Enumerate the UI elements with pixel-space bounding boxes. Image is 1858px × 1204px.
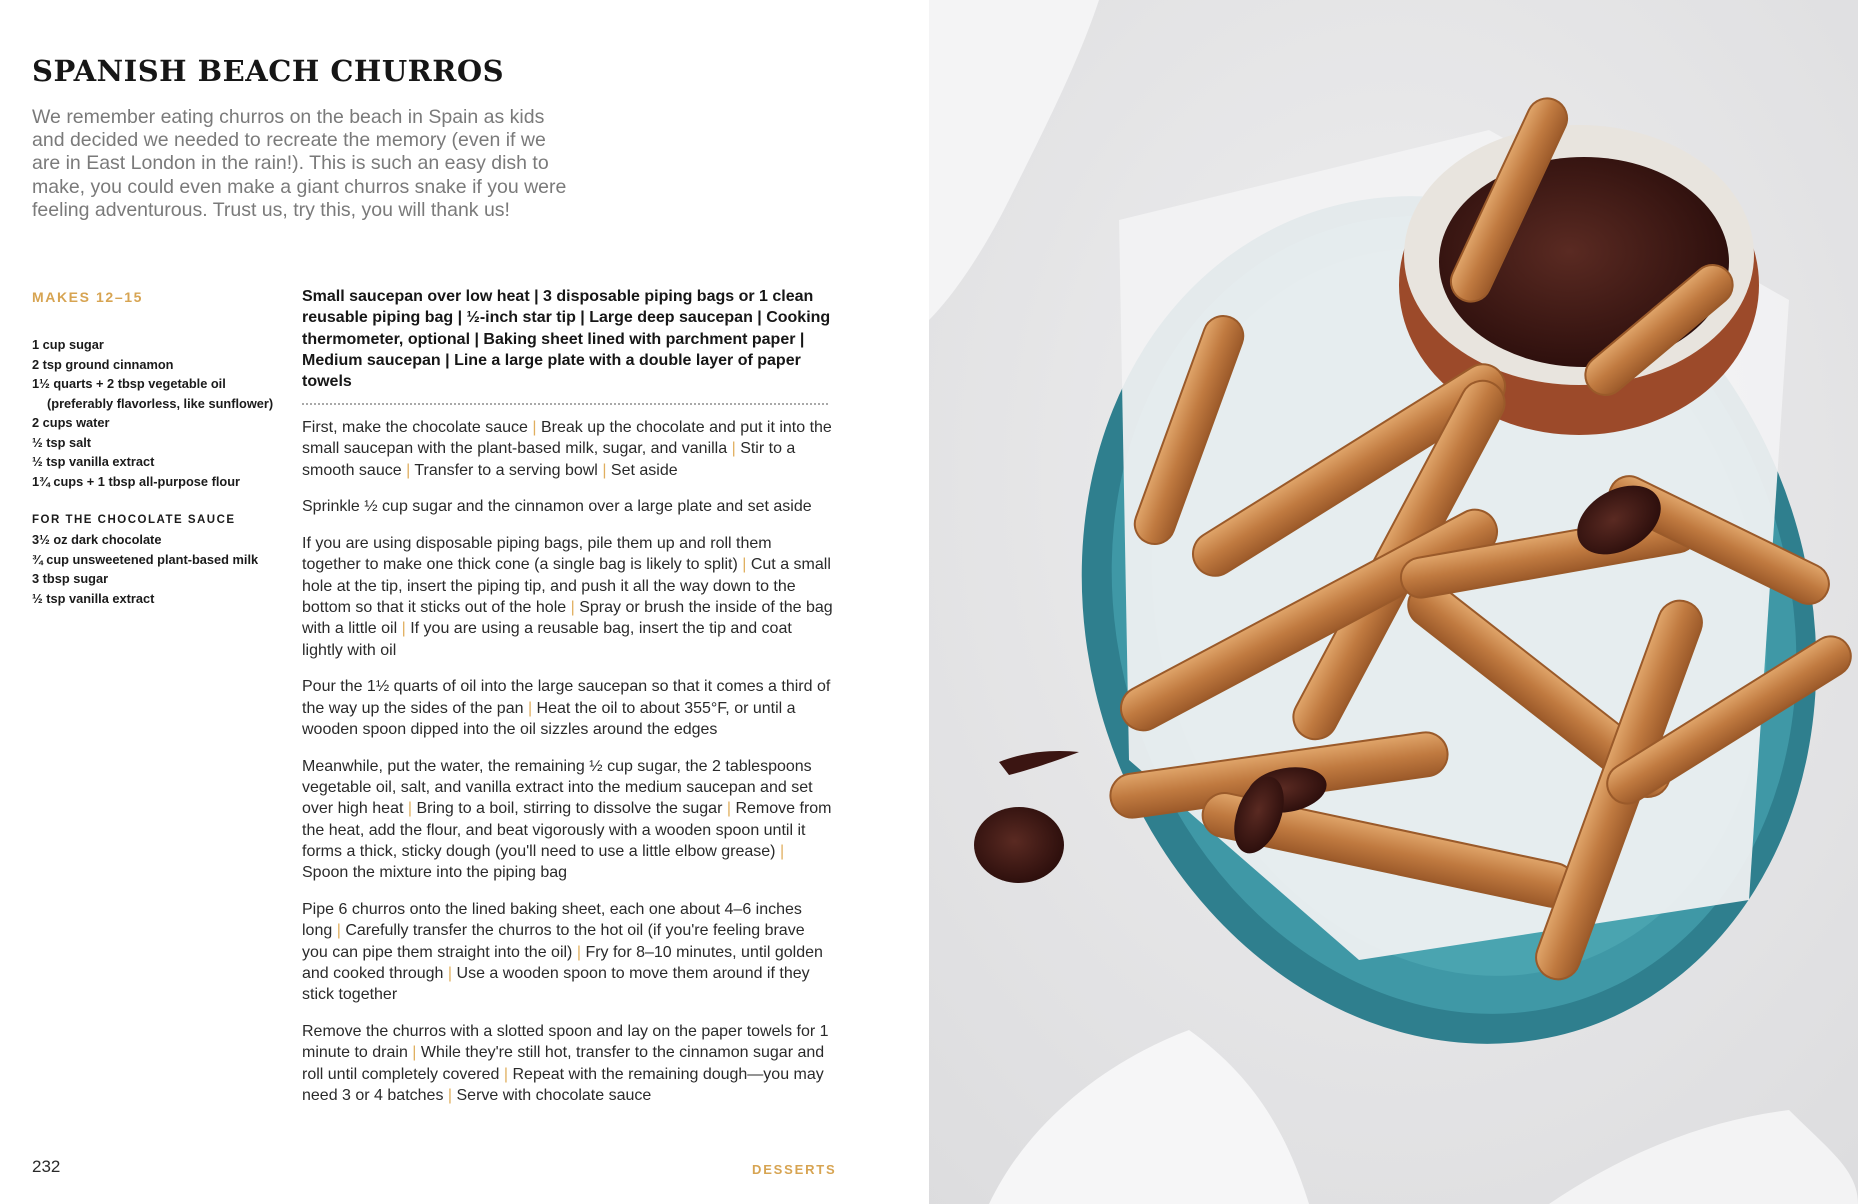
step-separator: |: [336, 922, 341, 940]
method-step: [302, 417, 834, 481]
section-label: DESSERTS: [752, 1162, 837, 1177]
step-clause: While they're still hot, transfer to the cinnamon sugar and roll until completely covered: [302, 1044, 825, 1083]
step-clause: Carefully transfer the churros to the hot oil (if you're feeling brave you can pipe them straight into the oil): [302, 922, 805, 961]
step-separator: |: [570, 599, 575, 617]
step-separator: |: [503, 1065, 509, 1083]
step-separator: |: [742, 556, 747, 574]
method-step: [302, 533, 834, 661]
method-step: [302, 496, 834, 517]
step-clause: Remove from the heat, add the flour, and beat vigorously with a wooden spoon until it forms a thick, sticky dough (you'll need to use a little elbow grease): [302, 800, 832, 861]
ingredient-item: 3 tbsp sugar: [32, 571, 109, 586]
step-separator: |: [527, 699, 533, 717]
step-clause: Bring to a boil, stirring to dissolve the sugar: [416, 800, 723, 818]
recipe-title: SPANISH BEACH CHURROS: [32, 54, 505, 88]
ingredient-item: 1¾ cups + 1 tbsp all-purpose flour: [32, 473, 240, 489]
step-clause: Meanwhile, put the water, the remaining ½ cup sugar, the 2 tablespoons vegetable oil, salt, and vanilla extract into the medium saucepan and set over high heat: [302, 757, 813, 818]
step-clause: Sprinkle ½ cup sugar and the cinnamon over a large plate and set aside: [302, 498, 812, 516]
ingredient-list: [32, 335, 292, 491]
step-clause: Spray or brush the inside of the bag with a little oil: [302, 599, 833, 638]
step-separator: |: [576, 943, 581, 961]
method-step: [302, 676, 834, 740]
ingredient-item: ¾ cup unsweetened plant-based milk: [32, 551, 259, 567]
method-step: [302, 1021, 834, 1106]
step-clause: Remove the churros with a slotted spoon and lay on the paper towels for 1 minute to drain: [302, 1023, 829, 1062]
step-clause: Use a wooden spoon to move them around if they stick together: [302, 965, 810, 1004]
step-separator: |: [731, 440, 736, 458]
step-clause: Spoon the mixture into the piping bag: [302, 864, 568, 882]
yield-label: MAKES 12–15: [32, 289, 143, 305]
step-separator: |: [447, 965, 453, 983]
method-steps: [302, 417, 834, 1122]
ingredient-item: 2 tsp ground cinnamon: [32, 356, 174, 372]
ingredient-item: 2 cups water: [32, 415, 110, 430]
step-separator: |: [602, 461, 607, 479]
ingredient-item: 1 cup sugar: [32, 337, 104, 352]
step-separator: |: [779, 843, 785, 861]
step-clause: Transfer to a serving bowl: [414, 461, 598, 479]
ingredient-note: (preferably flavorless, like sunflower): [47, 395, 274, 411]
equipment-list: Small saucepan over low heat | 3 disposable piping bags or 1 clean reusable piping bag | ½-inch star tip | Large deep saucepan | Cooking thermometer, optional | Baking sheet lined with parchment paper | Medium saucepan | Line a large plate with a double layer of paper towels: [302, 288, 831, 391]
method-step: [302, 899, 834, 1005]
step-clause: Fry for 8–10 minutes, until golden and cooked through: [302, 943, 823, 983]
step-separator: |: [407, 800, 413, 818]
step-separator: |: [401, 620, 406, 638]
step-clause: First, make the chocolate sauce: [302, 419, 528, 436]
step-separator: |: [447, 1087, 453, 1105]
step-clause: Repeat with the remaining dough—you may need 3 or 4 batches: [302, 1065, 824, 1105]
step-separator: |: [726, 800, 732, 818]
step-clause: Pipe 6 churros onto the lined baking sheet, each one about 4–6 inches long: [302, 901, 802, 940]
ingredient-item: 3½ oz dark chocolate: [32, 532, 162, 547]
dotted-divider: [302, 403, 828, 405]
churros-illustration: [929, 0, 1858, 1204]
step-clause: Break up the chocolate and put it into the small saucepan with the plant-based milk, sugar, and vanilla: [302, 419, 832, 458]
sauce-heading: FOR THE CHOCOLATE SAUCE: [32, 514, 236, 526]
step-separator: |: [532, 419, 537, 436]
step-clause: If you are using a reusable bag, insert the tip and coat lightly with oil: [302, 620, 792, 659]
step-separator: |: [406, 461, 411, 479]
step-clause: If you are using disposable piping bags, pile them up and roll them together to make one thick cone (a single bag is likely to split): [302, 535, 772, 574]
page-number: 232: [32, 1157, 61, 1176]
ingredient-item: ½ tsp vanilla extract: [32, 590, 155, 606]
method-step: [302, 756, 834, 884]
ingredient-item: ½ tsp salt: [32, 434, 92, 450]
step-clause: Serve with chocolate sauce: [456, 1087, 652, 1105]
sauce-ingredient-list: [32, 530, 292, 608]
churros-photo: [929, 0, 1858, 1204]
step-clause: Cut a small hole at the tip, insert the piping tip, and push it all the way down to the bottom so that it sticks out of the hole: [302, 556, 831, 617]
ingredient-item: 1½ quarts + 2 tbsp vegetable oil: [32, 376, 226, 391]
step-separator: |: [412, 1044, 417, 1062]
step-clause: Stir to a smooth sauce: [302, 440, 796, 479]
step-clause: Set aside: [610, 461, 678, 479]
step-clause: Heat the oil to about 355°F, or until a wooden spoon dipped into the oil sizzles around the edges: [302, 699, 796, 739]
ingredient-item: ½ tsp vanilla extract: [32, 454, 155, 469]
recipe-intro: We remember eating churros on the beach in Spain as kids and decided we needed to recreate the memory (even if we are in East London in the rain!). This is such an easy dish to make, you could even make a giant churros snake if you were feeling adventurous. Trust us, try this, you will thank us!: [32, 106, 567, 221]
step-clause: Pour the 1½ quarts of oil into the large saucepan so that it comes a third of the way up the sides of the pan: [302, 678, 831, 717]
